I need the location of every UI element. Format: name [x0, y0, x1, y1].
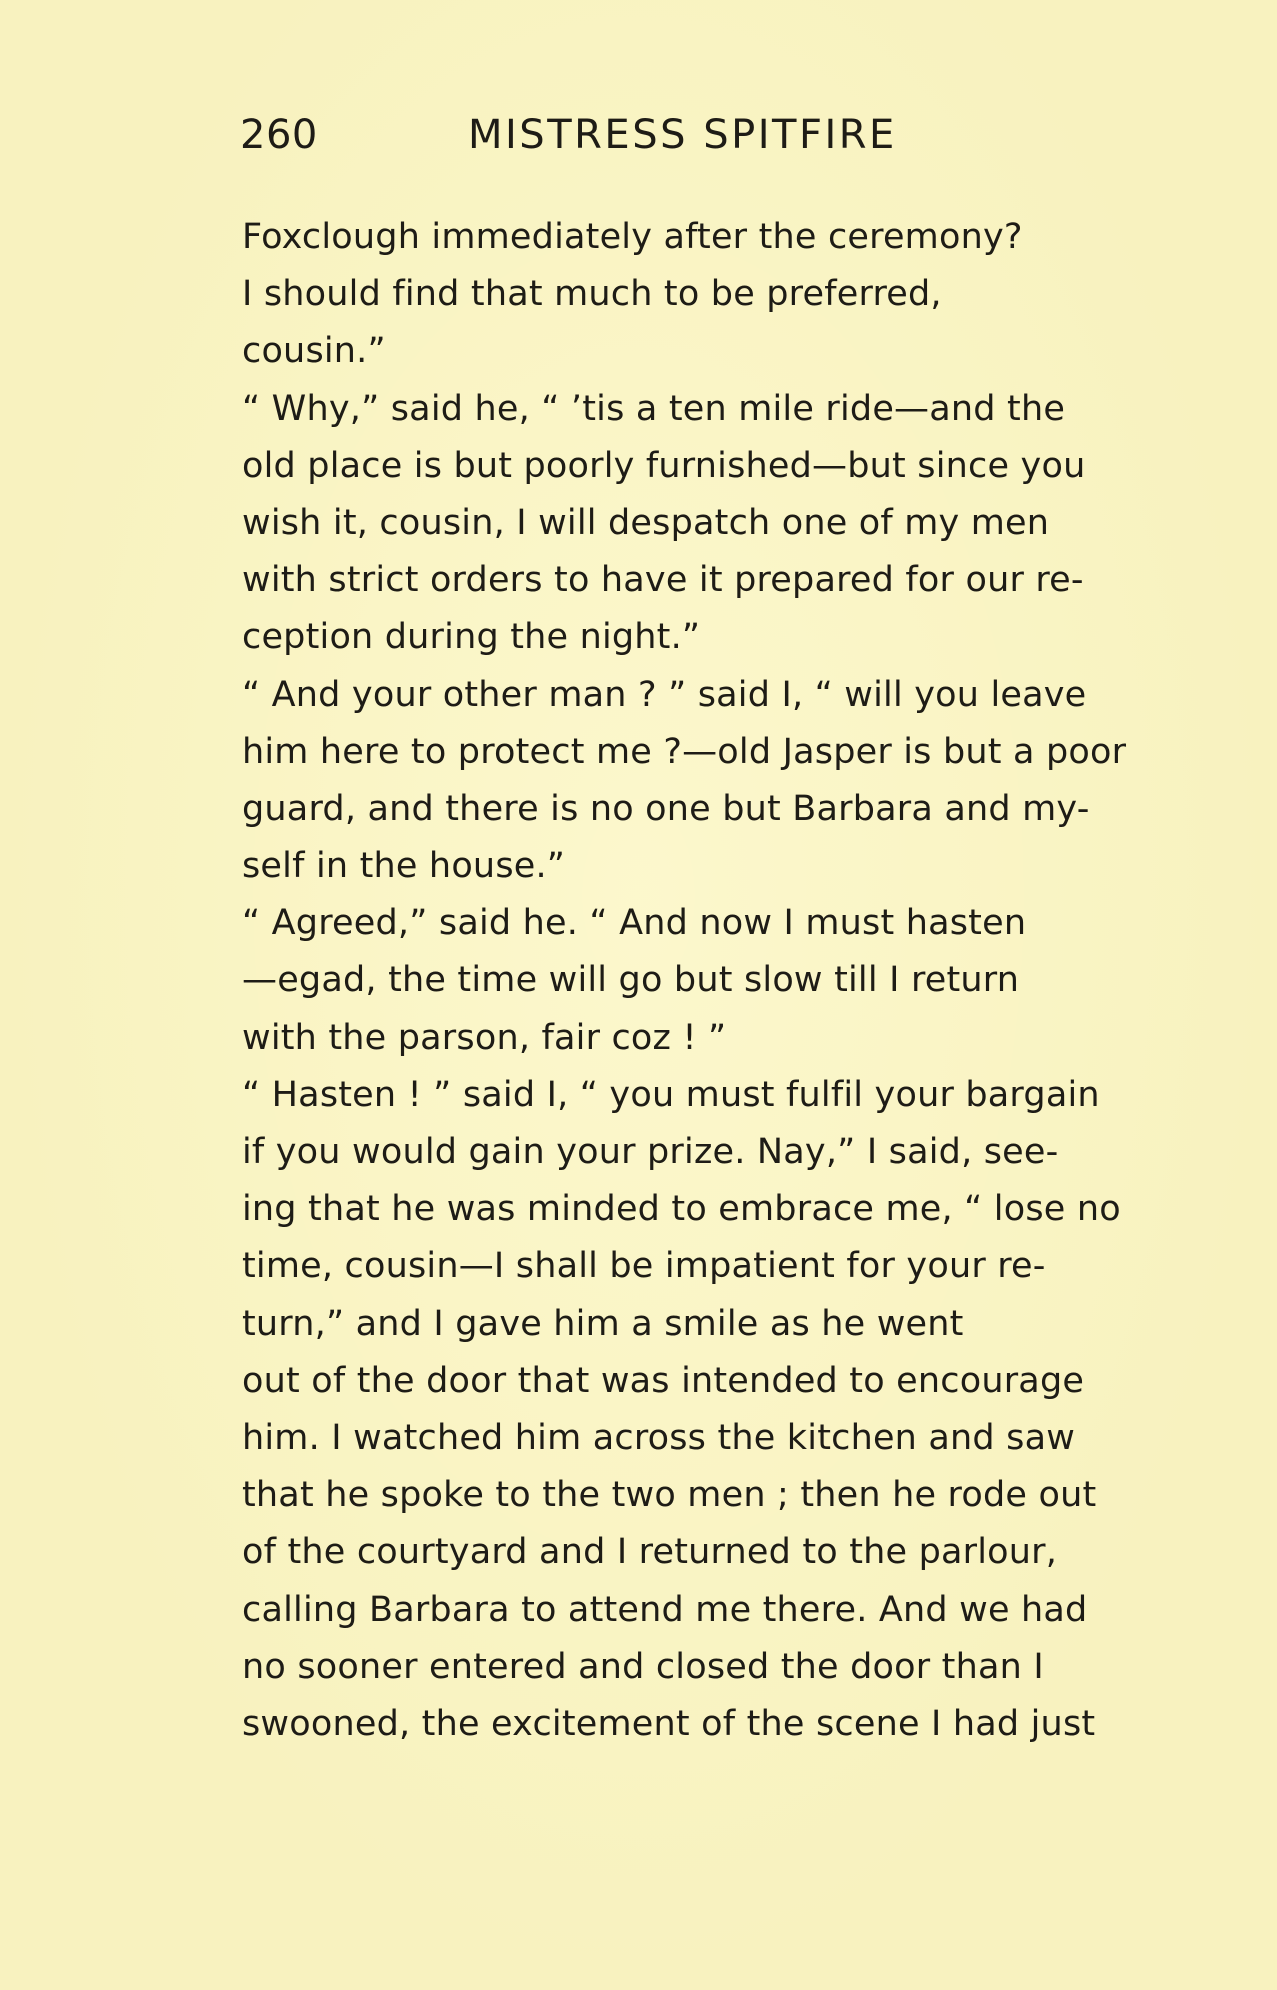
text-line: cousin.”	[242, 331, 386, 372]
running-title: MISTRESS SPITFIRE	[468, 112, 897, 158]
text-line: him here to protect me ?—old Jasper is but a poor	[242, 731, 1127, 772]
body-text	[242, 209, 1190, 1753]
text-line: “ Agreed,” said he. “ And now I must hasten	[242, 903, 1027, 944]
text-line: “ Hasten ! ” said I, “ you must fulfil your bargain	[242, 1074, 1100, 1115]
text-line: Foxclough immediately after the ceremony?	[242, 217, 1023, 257]
text-line: him. I watched him across the kitchen and saw	[242, 1417, 1076, 1458]
text-line: ing that he was minded to embrace me, “ lose no	[242, 1189, 1121, 1230]
text-line: out of the door that was intended to encourage	[242, 1360, 1085, 1401]
text-line: calling Barbara to attend me there. And we had	[242, 1589, 1088, 1630]
text-line: guard, and there is no one but Barbara and my-	[242, 788, 1090, 829]
text-line: swooned, the excitement of the scene I had just	[242, 1703, 1096, 1744]
text-line: I should find that much to be preferred,	[242, 274, 942, 315]
page-number: 260	[240, 112, 318, 158]
text-line: —egad, the time will go but slow till I return	[242, 960, 1020, 1001]
text-line: of the courtyard and I returned to the parlour,	[242, 1532, 1058, 1573]
running-head	[240, 110, 975, 160]
text-line: with the parson, fair coz ! ”	[242, 1017, 727, 1058]
text-line: with strict orders to have it prepared for our re-	[242, 560, 1084, 601]
text-line: ception during the night.”	[242, 617, 701, 658]
text-line: if you would gain your prize. Nay,” I said, see-	[242, 1132, 1059, 1172]
text-line: time, cousin—I shall be impatient for your re-	[242, 1246, 1046, 1287]
text-line: no sooner entered and closed the door than I	[242, 1646, 1044, 1687]
text-line: self in the house.”	[242, 846, 566, 887]
text-line: “ Why,” said he, “ ’tis a ten mile ride—and the	[242, 388, 1066, 429]
text-line: turn,” and I gave him a smile as he went	[242, 1303, 964, 1344]
text-line: old place is but poorly furnished—but since you	[242, 445, 1086, 486]
text-line: that he spoke to the two men ; then he rode out	[242, 1475, 1097, 1516]
text-line: “ And your other man ? ” said I, “ will you leave	[242, 674, 1087, 715]
text-line: wish it, cousin, I will despatch one of my men	[242, 502, 1050, 543]
